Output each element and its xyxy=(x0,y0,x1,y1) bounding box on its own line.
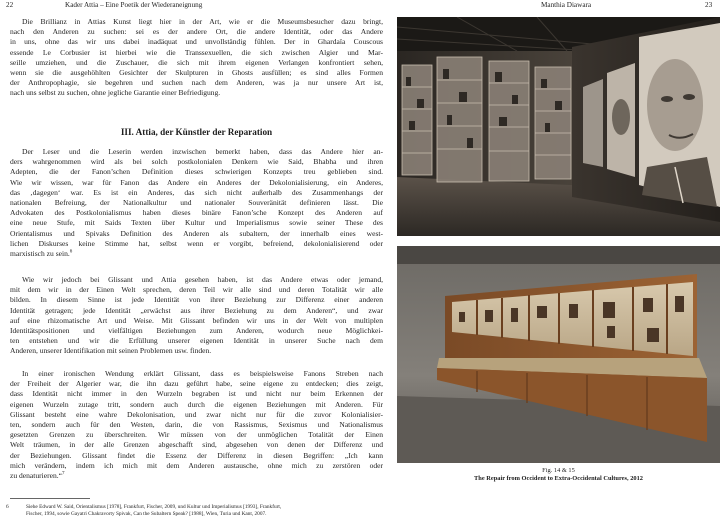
text-line: lichen Diskurses keine Stimme hat, selbst wenn er vorgibt, befreiend, dekolonialisierend oder xyxy=(10,238,383,248)
text-line: mit dem wir in der Einen Welt sprechen, deren Teil wir alle sind und deren Totalität wir alle xyxy=(10,285,383,295)
text-line: auf eine rhizomatische Art und Weise. Mit Glissant befinden wir uns in der Welt von multiplen xyxy=(10,315,383,325)
text-line: nach uns selbst zu suchen, ohne jegliche Garantie einer Befriedigung. xyxy=(10,88,221,98)
text-line: Wie wir jedoch bei Glissant und Attia gesehen haben, ist das Andere etwas oder jemand, xyxy=(22,275,383,284)
gallery-shelves-image xyxy=(397,17,720,236)
text-line: Identitätspositionen und vielfältigen Beziehungen zum Anderen, wodurch neue Möglichkei- xyxy=(10,325,383,335)
text-line: in uns, ohne das wir uns dabei inadäquat und unvollständig fühlen. Der in Ghardaïa Couscous xyxy=(10,37,383,47)
footnote-marker: 7 xyxy=(61,471,65,477)
text-line: der Beziehungen. Glissant findet die Essenz der Differenz in diesen Begriffen: „Ich kann xyxy=(10,450,383,460)
figure-caption xyxy=(397,467,720,483)
footnote-number: 6 xyxy=(6,504,9,510)
footnote-marker: 6 xyxy=(69,249,73,255)
text-line: das ‚dagegen‘ war. Es ist ein Anderes, das sich nicht außerhalb des Zusammenhangs der xyxy=(10,187,383,197)
paragraph-postcolonial xyxy=(10,147,383,259)
text-line: nach den Anderen zu suchen: sei es der andere Ort, die andere Identität, oder das Andere xyxy=(10,27,383,37)
figure-title: The Repair from Occident to Extra-Occidental Cultures, 2012 xyxy=(474,475,643,482)
text-line: dass Identität nicht immer in den Wurzeln begraben ist und nicht nur beim Erkennen der xyxy=(10,389,383,399)
section-heading: III. Attia, der Künstler der Reparation xyxy=(120,127,273,137)
paragraph-glissant xyxy=(10,275,383,357)
footnote-rule xyxy=(10,498,90,499)
text-line: Identität getragen; jede Identität „erwächst aus ihrer Beziehung zu dem Anderen“, und zwar xyxy=(10,305,383,315)
text-line: mich verändern, indem ich mich mit dem Anderen austausche, ohne mich zu zerstören oder xyxy=(10,460,383,470)
text-line: Orientalismus und Spivaks Definition des Anderen als subaltern, der innerhalb eines west- xyxy=(10,228,383,238)
footnote-line: Fischer, 1994, sowie Gayatri Chakravorty Spivak, Can the Subaltern Speak? [1988], Wien, Turia und Kant, 2007. xyxy=(26,510,267,517)
paragraph-decolonisation xyxy=(10,369,383,481)
text-line-last xyxy=(10,249,383,259)
figure-number: Fig. 14 & 15 xyxy=(542,467,575,474)
text-line: ders wahrgenommen wird als bei solch postkolonialen Denkern wie Said, Bhabha und ihren xyxy=(10,157,383,167)
text-line: der Freiheit der Algerier war, die ihn dazu geführt habe, seine eigene zu entdecken; dies zeigt, xyxy=(10,379,383,389)
text-line: In einer ironischen Wendung erklärt Glissant, dass es beispielsweise Fanons Streben nach xyxy=(22,369,383,378)
text-line: der Anthropophagie, sie begehren und suchen nach dem Anderen, was ja nur unsere Art ist, xyxy=(10,78,383,88)
text-line: Der Leser und die Leserin werden inzwischen bemerkt haben, dass das Andere hier an- xyxy=(22,147,383,156)
text-line: essende Le Corbusier ist hierbei wie die Transsexuellen, die sich zwischen Algier und Mar- xyxy=(10,47,383,57)
text-line: ten entstehen und wir die Erfüllung unserer eigenen Identität in unserer Suche nach dem xyxy=(10,336,383,346)
text-line: Adepten, die der Fanon’schen Definition dieses schwierigen Konzepts treu geblieben sind. xyxy=(10,167,383,177)
text-line: wenn sie die ausgehöhlten Gesichter der Skulpturen in Ghosts ausfüllen; es sind alles Formen xyxy=(10,67,383,77)
text-line: ten, sondern auch für den Westen, darin, die von Rassismus, Sexismus und Nationalismus xyxy=(10,419,383,429)
text-line: gesetzten Grenzen zu überschreiten. Wir müssen von der unmöglichen Totalität der Einen xyxy=(10,430,383,440)
footnote-line: Siehe Edward W. Said, Orientalismus [1978], Frankfurt, Fischer, 2009, und Kultur und Imperialismus [1993], Frankfurt, xyxy=(26,504,282,510)
text-line: eine neue Stufe, mit Saids Texten über Kultur und Imperialismus sowie seiner These des xyxy=(10,218,383,228)
text-line: Wie wir wissen, war für Fanon das Andere ein Anderes der Dekolonialisierung, ein Anderes, xyxy=(10,177,383,187)
text-line: Anderen, unserer Identifikation mit seinen Problemen usw. finden. xyxy=(10,346,212,356)
running-author: Manthia Diawara xyxy=(541,1,592,9)
text-line: Welt träumen, in der alle Grenzen abgeschafft sind, abgesehen von denen der Differenz und xyxy=(10,440,383,450)
text-line: nationalen Befreiung, der Nationalkultur und nationaler Souveränität definieren lässt. Die xyxy=(10,197,383,207)
text-line: seille umziehen, und die Zuschauer, die sich mit ihrem eigenen Verlangen konfrontiert sehen, xyxy=(10,57,383,67)
text-line: Glissant besteht eine wahre Dekolonisation, und zwar nicht nur für die zuvor Kolonialisier- xyxy=(10,409,383,419)
header-page-right: 23 xyxy=(705,1,713,9)
vitrine-image xyxy=(397,246,720,463)
header-page-left: 22 xyxy=(6,1,14,9)
text-line: bilden. In diesem Sinne ist jede Identität von ihrer Beziehung zur Differenz einer anderen xyxy=(10,295,383,305)
text-line: eigenen Wurzeln zutage tritt, sondern auch durch die eigenen Beziehungen mit Anderen. Für xyxy=(10,399,383,409)
text-line-last xyxy=(10,471,383,481)
running-title: Kader Attia – Eine Poetik der Wiederaneignung xyxy=(65,1,203,9)
text-line: zu denaturieren.“ xyxy=(10,470,62,480)
gallery-shelves-photo xyxy=(397,17,720,236)
vitrine-photo xyxy=(397,246,720,463)
text-line: Advokaten des Postkolonialismus haben dieses binäre Fanon’sche Konzept des Anderen auf xyxy=(10,208,383,218)
text-line: Die Brillianz in Attias Kunst liegt hier in der Art, wie er die Museumsbesucher dazu bringt, xyxy=(22,17,383,26)
footnote-text xyxy=(26,504,381,517)
text-line: marxistisch zu sein. xyxy=(10,248,70,258)
paragraph-intro xyxy=(10,17,383,99)
